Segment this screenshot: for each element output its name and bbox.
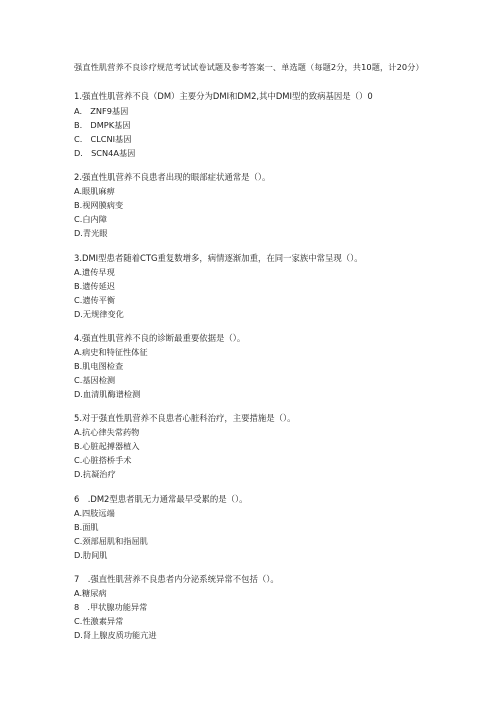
- question-7-option-a: A.糖尿病: [74, 588, 107, 598]
- question-5-option-c: C.心脏搭桥手术: [74, 455, 132, 465]
- question-5-option-a: A.抗心律失常药物: [74, 427, 140, 437]
- question-3-option-d: D.无规律变化: [74, 309, 124, 319]
- question-2-option-d: D.青光眼: [74, 228, 108, 238]
- question-7-option-b: 8 .甲状腺功能异常: [74, 602, 148, 612]
- question-2-stem: 2.强直性肌营养不良患者出现的眼部症状通常是（）。: [74, 172, 271, 182]
- question-2-option-b: B.视网膜病变: [74, 200, 124, 210]
- question-4-stem: 4.强直性肌营养不良的诊断最重要依据是（）。: [74, 333, 246, 343]
- question-2-option-a: A.眼肌麻痹: [74, 186, 115, 196]
- question-1-option-d: D. SCN4A基因: [74, 148, 136, 158]
- question-4-option-b: B.肌电图检查: [74, 361, 124, 371]
- question-1-option-b: B. DMPK基因: [74, 120, 131, 130]
- question-6-option-a: A.四肢远端: [74, 508, 115, 518]
- question-1-option-c: C. CLCNI基因: [74, 134, 132, 144]
- question-7-option-c: C.性激素异常: [74, 616, 124, 626]
- question-7-stem: 7 .强直性肌营养不良患者内分泌系统异常不包括（）。: [74, 574, 279, 584]
- document-title: 强直性肌营养不良诊疗规范考试试卷试题及参考答案一、单选题（每题2分，共10题，计20分）: [74, 62, 424, 72]
- question-4-option-c: C.基因检测: [74, 375, 116, 385]
- question-4-option-d: D.血清肌酶谱检测: [74, 389, 141, 399]
- question-6-option-d: D.肋间肌: [74, 550, 108, 560]
- question-3-stem: 3.DMI型患者随着CTG重复数增多，病情逐渐加重，在同一家族中常呈现（）。: [74, 253, 363, 263]
- question-1-stem: 1.强直性肌营养不良（DM）主要分为DMI和DM2,其中DMI型的致病基因是（）0: [74, 91, 373, 101]
- question-6-stem: 6 .DM2型患者肌无力通常最早受累的是（）。: [74, 494, 248, 504]
- question-5-stem: 5.对于强直性肌营养不良患者心脏科治疗，主要措施是（）。: [74, 413, 296, 423]
- question-7-option-d: D.肾上腺皮质功能亢进: [74, 630, 157, 640]
- question-5-option-d: D.抗凝治疗: [74, 469, 116, 479]
- question-2-option-c: C.白内障: [74, 214, 107, 224]
- question-3-option-c: C.遗传平衡: [74, 295, 116, 305]
- question-1-option-a: A. ZNF9基因: [74, 106, 129, 116]
- question-6-option-c: C.颈部屈肌和指屈肌: [74, 536, 148, 546]
- question-5-option-b: B.心脏起搏器植入: [74, 441, 140, 451]
- question-6-option-b: B.面肌: [74, 522, 99, 532]
- question-3-option-b: B.遗传延迟: [74, 281, 115, 291]
- question-4-option-a: A.病史和特征性体征: [74, 347, 148, 357]
- question-3-option-a: A.遗传早现: [74, 267, 115, 277]
